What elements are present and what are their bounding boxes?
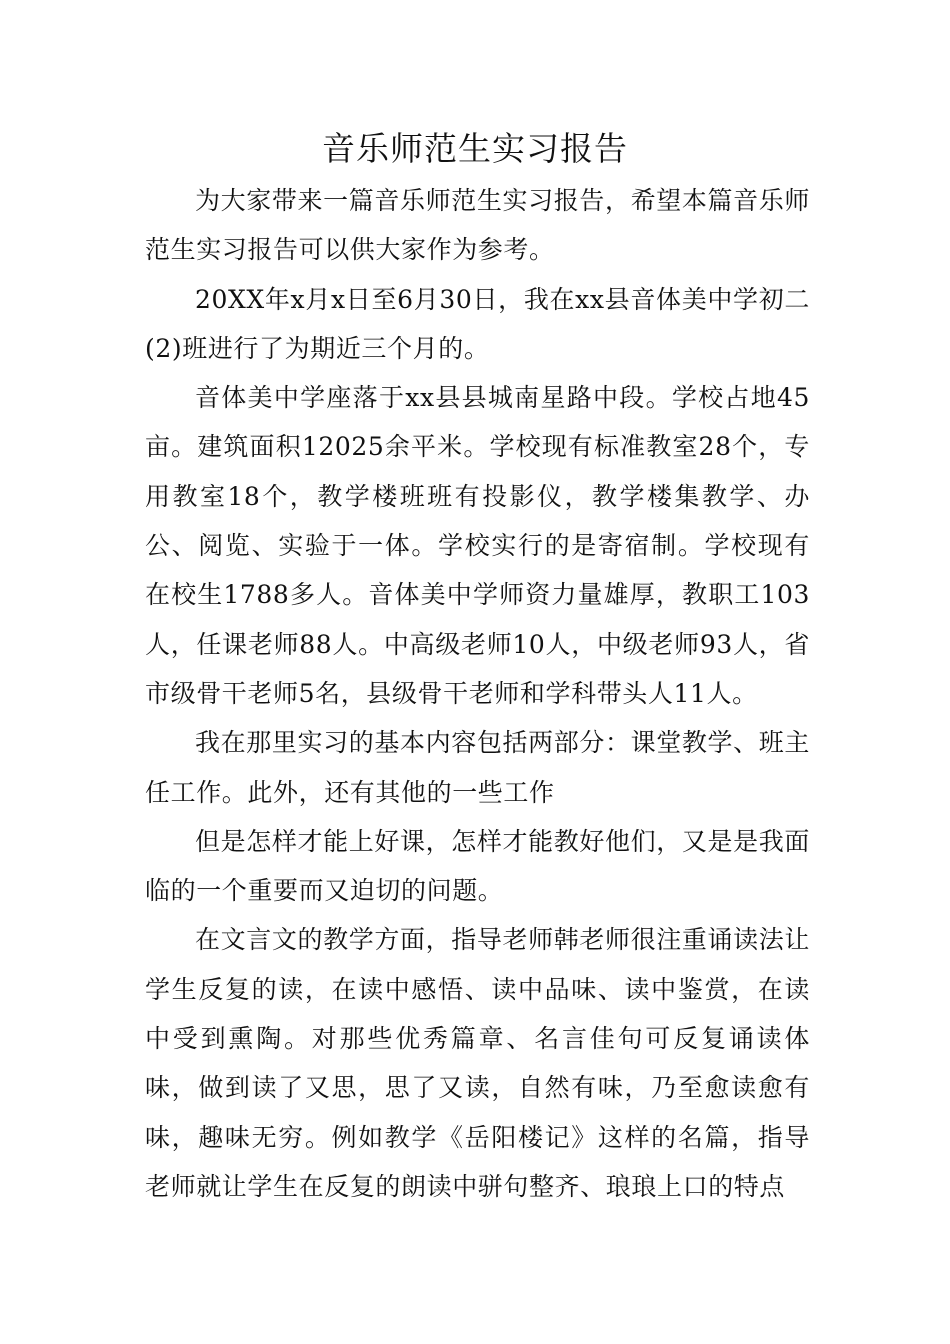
paragraph-challenge: 但是怎样才能上好课，怎样才能教好他们，又是是我面临的一个重要而又迫切的问题。 (145, 826, 810, 906)
document-title: 音乐师范生实习报告 (322, 129, 628, 168)
paragraph-intro: 为大家带来一篇音乐师范生实习报告，希望本篇音乐师范生实习报告可以供大家作为参考。 (145, 186, 810, 265)
paragraph-classical-chinese-teaching: 在文言文的教学方面，指导老师韩老师很注重诵读法让学生反复的读，在读中感悟、读中品味、读中鉴赏，在读中受到熏陶。对那些优秀篇章、名言佳句可反复诵读体味，做到读了又思，思了又读，自然有味，乃至愈读愈有味，趣味无穷。例如教学《岳阳楼记》这样的名篇，指导老师就让学生在反复的朗读中骈句整齐、琅琅上口的特点 (145, 925, 810, 1201)
paragraph-internship-period: 20XX年x月x日至6月30日，我在xx县音体美中学初二(2)班进行了为期近三个月的。 (145, 284, 810, 363)
document-body (145, 176, 810, 1211)
paragraph-school-overview: 音体美中学座落于xx县县城南星路中段。学校占地45亩。建筑面积12025余平米。学校现有标准教室28个，专用教室18个，教学楼班班有投影仪，教学楼集教学、办公、阅览、实验于一体。学校实行的是寄宿制。学校现有在校生1788多人。音体美中学师资力量雄厚，教职工103人，任课老师88人。中高级老师10人，中级老师93人，省市级骨干老师5名，县级骨干老师和学科带头人11人。 (145, 383, 810, 708)
paragraph-internship-content: 我在那里实习的基本内容包括两部分：课堂教学、班主任工作。此外，还有其他的一些工作 (145, 728, 810, 807)
